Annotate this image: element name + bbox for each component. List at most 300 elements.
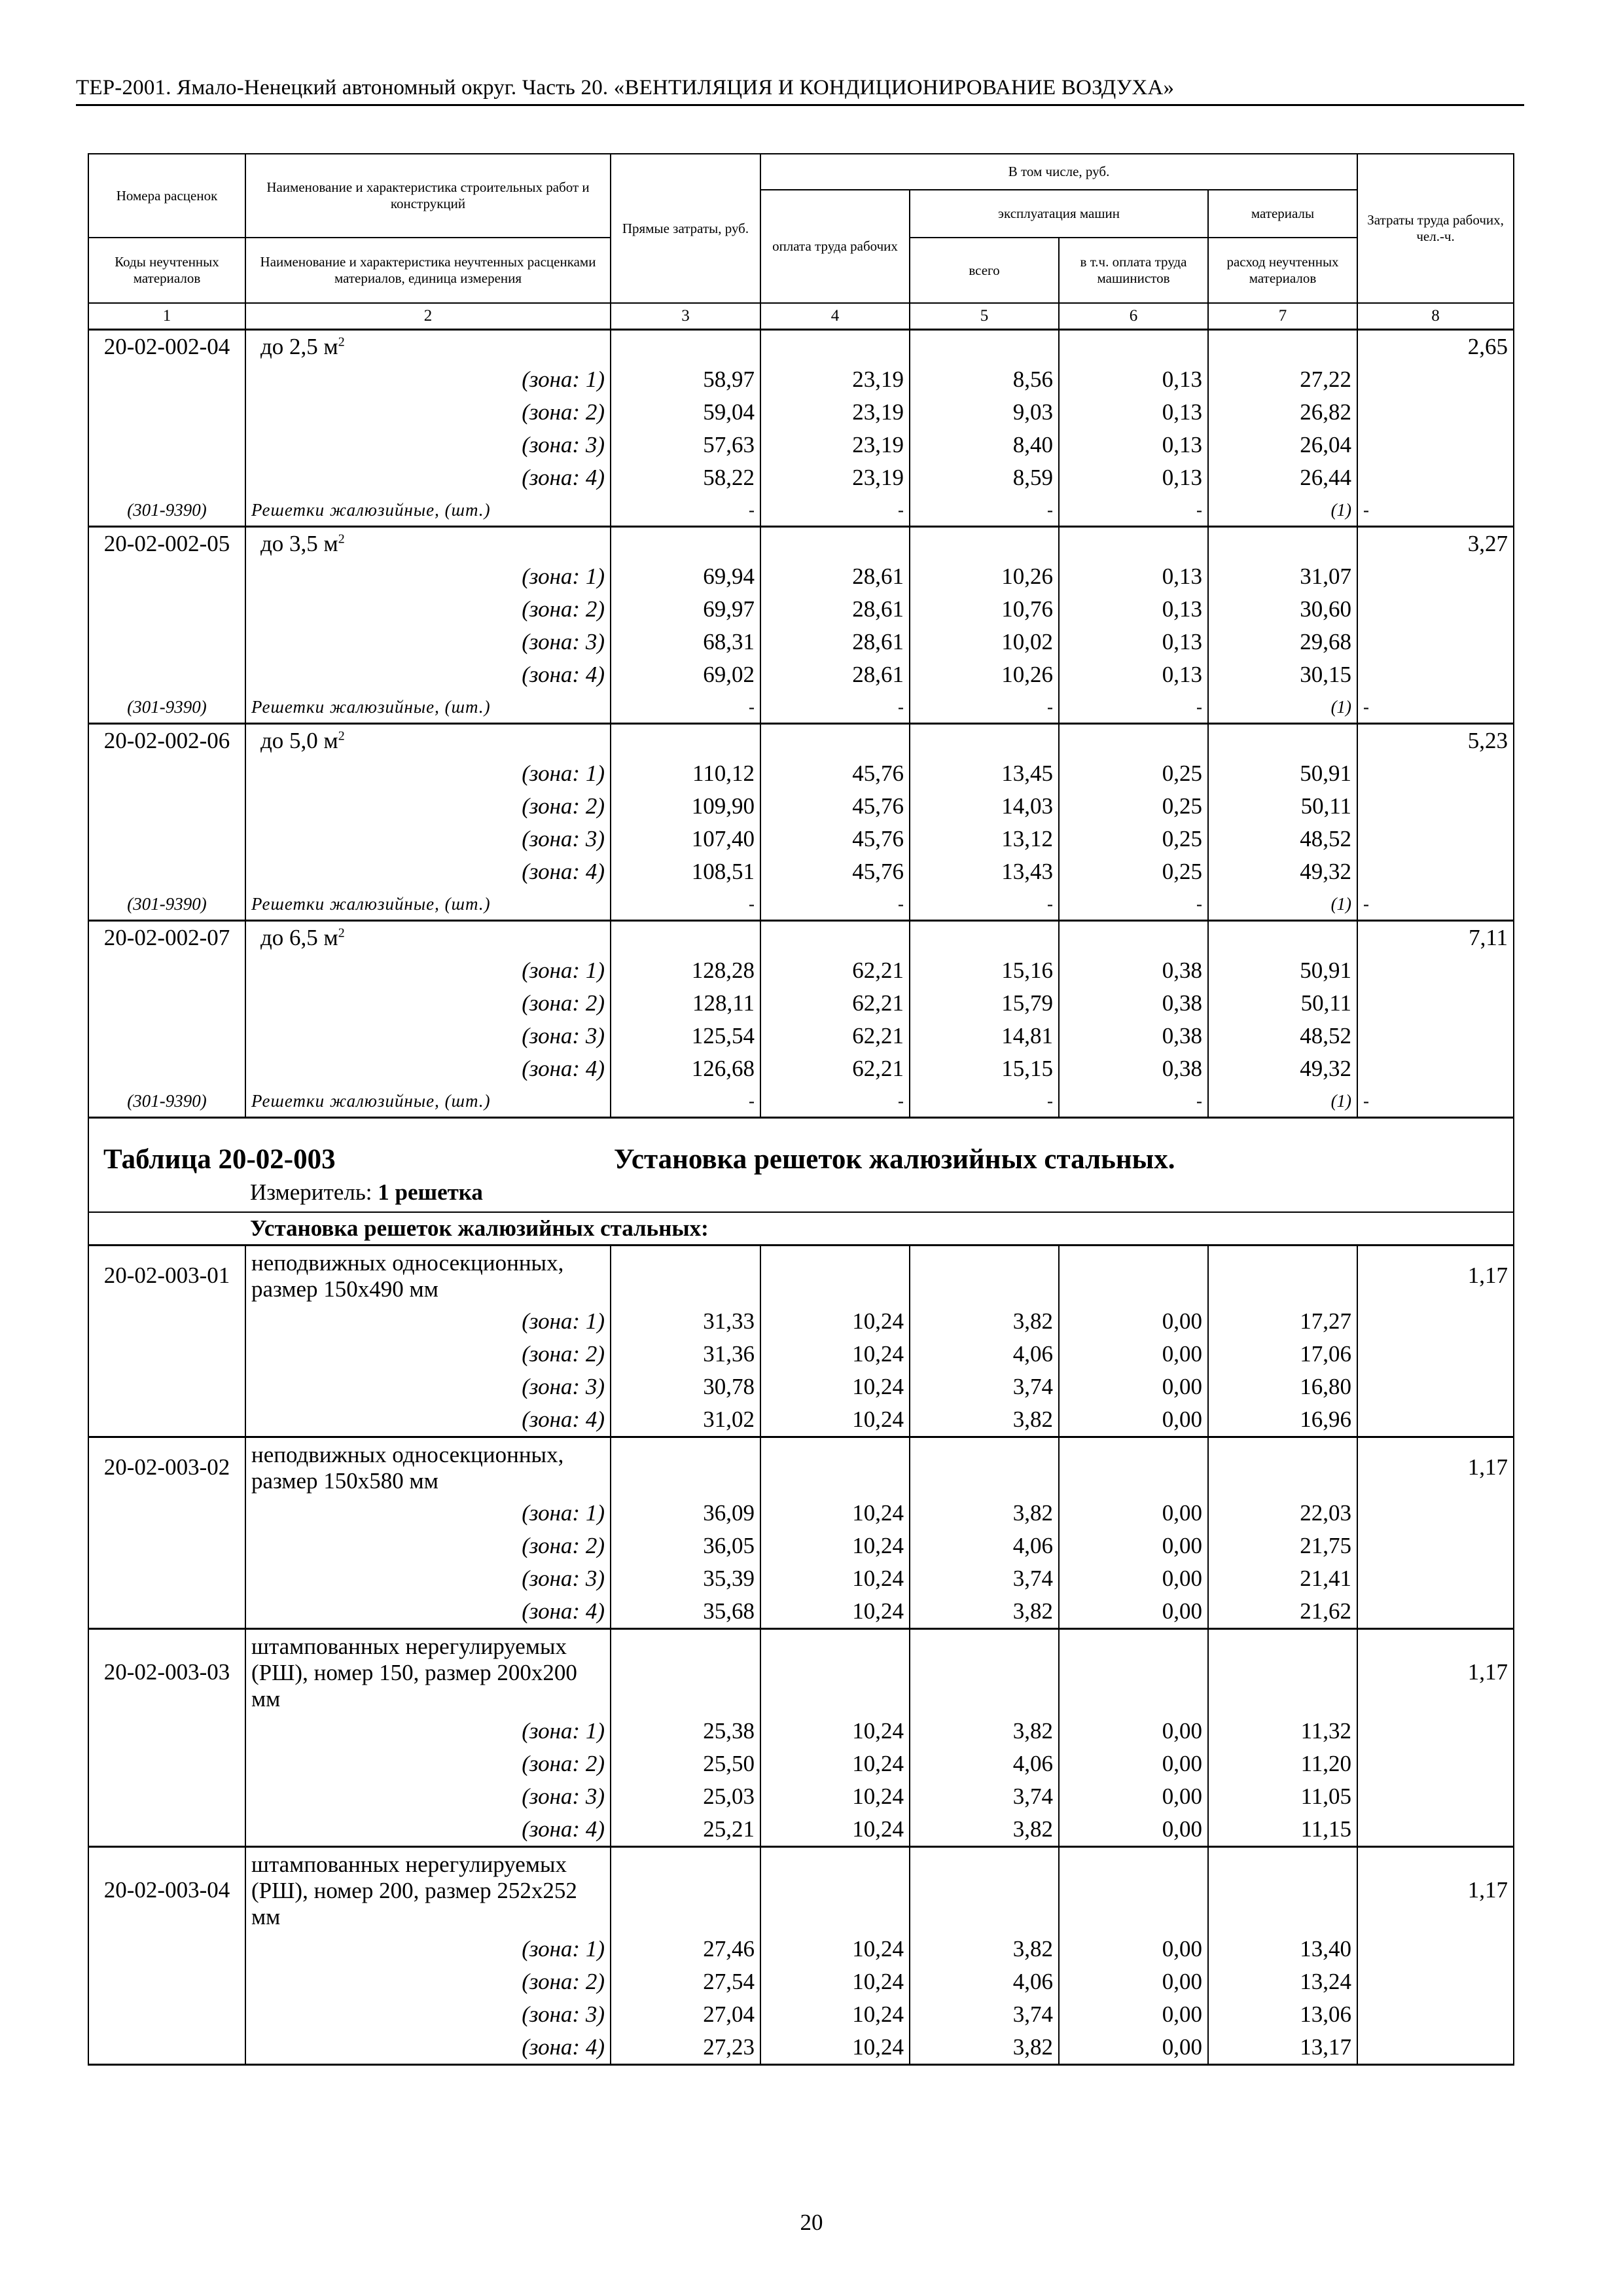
zone-row: [88, 1338, 1514, 1371]
direct-cost: 25,03: [611, 1780, 760, 1813]
labor-cell: [1357, 1998, 1514, 2031]
material-dash: -: [611, 888, 760, 921]
direct-cost: 27,46: [611, 1933, 760, 1965]
machinist-pay: 0,13: [1059, 396, 1208, 429]
direct-cost: 31,36: [611, 1338, 760, 1371]
direct-cost: 36,05: [611, 1530, 760, 1562]
material-qty: (1): [1208, 691, 1357, 724]
machine-total: 10,02: [910, 626, 1059, 658]
labor-cell: [1357, 757, 1514, 790]
column-number-row: [88, 303, 1514, 330]
superscript: 2: [338, 334, 345, 350]
machinist-pay: 0,25: [1059, 757, 1208, 790]
zone-row: [88, 1371, 1514, 1403]
labor-pay: 62,21: [760, 1052, 910, 1085]
material-dash: -: [760, 1085, 910, 1118]
labor-cell: [1357, 1305, 1514, 1338]
labor-pay: 45,76: [760, 823, 910, 855]
material-row: [88, 691, 1514, 724]
empty-cell: [910, 1246, 1059, 1306]
direct-cost: 69,97: [611, 593, 760, 626]
machinist-pay: 0,38: [1059, 954, 1208, 987]
direct-cost: 30,78: [611, 1371, 760, 1403]
materials-cost: 26,44: [1208, 461, 1357, 494]
rate-title-text: до 2,5 м: [260, 334, 338, 359]
rate-title: [245, 724, 611, 758]
materials-cost: 21,41: [1208, 1562, 1357, 1595]
code-cell: [88, 396, 245, 429]
material-dash: -: [1059, 1085, 1208, 1118]
zone-label: (зона: 4): [245, 1052, 611, 1085]
machine-total: 13,43: [910, 855, 1059, 888]
col5-label: всего: [910, 238, 1059, 303]
direct-cost: 107,40: [611, 823, 760, 855]
empty-cell: [1059, 921, 1208, 955]
col4-label: оплата труда рабочих: [760, 190, 910, 303]
zone-row: [88, 396, 1514, 429]
labor-pay: 10,24: [760, 1813, 910, 1847]
zone-row: [88, 461, 1514, 494]
machine-total: 3,82: [910, 1497, 1059, 1530]
zone-row: [88, 626, 1514, 658]
zone-label: (зона: 2): [245, 1338, 611, 1371]
empty-cell: [910, 527, 1059, 561]
rate-title: [245, 330, 611, 364]
zone-label: (зона: 4): [245, 855, 611, 888]
empty-cell: [760, 1246, 910, 1306]
labor-pay: 28,61: [760, 658, 910, 691]
rate-code: 20-02-003-02: [88, 1437, 245, 1498]
zone-row: [88, 1052, 1514, 1085]
page-number: 20: [800, 2210, 823, 2235]
direct-cost: 27,54: [611, 1965, 760, 1998]
machinist-pay: 0,00: [1059, 1530, 1208, 1562]
empty-cell: [1208, 527, 1357, 561]
material-dash: -: [611, 494, 760, 527]
machine-total: 13,12: [910, 823, 1059, 855]
zone-label: (зона: 2): [245, 790, 611, 823]
machinist-pay: 0,13: [1059, 593, 1208, 626]
column-number: 3: [611, 303, 760, 330]
machine-total: 10,26: [910, 658, 1059, 691]
code-cell: [88, 1020, 245, 1052]
material-name: Решетки жалюзийные, (шт.): [245, 888, 611, 921]
labor-pay: 28,61: [760, 593, 910, 626]
rate-title-row: [88, 1847, 1514, 1933]
machinist-pay: 0,00: [1059, 1562, 1208, 1595]
code-cell: [88, 987, 245, 1020]
labor-pay: 23,19: [760, 429, 910, 461]
labor-cell: [1357, 396, 1514, 429]
empty-cell: [1208, 1847, 1357, 1933]
zone-row: [88, 1813, 1514, 1847]
code-cell: [88, 1813, 245, 1847]
labor-cell: [1357, 1530, 1514, 1562]
machine-total: 4,06: [910, 1965, 1059, 1998]
code-cell: [88, 2031, 245, 2065]
labor-cost: 5,23: [1357, 724, 1514, 758]
materials-cost: 13,40: [1208, 1933, 1357, 1965]
rate-title-text: до 6,5 м: [260, 925, 338, 950]
materials-cost: 31,07: [1208, 560, 1357, 593]
zone-row: [88, 1998, 1514, 2031]
materials-cost: 26,04: [1208, 429, 1357, 461]
machine-total: 10,26: [910, 560, 1059, 593]
code-cell: [88, 1562, 245, 1595]
machine-total: 10,76: [910, 593, 1059, 626]
zone-label: (зона: 1): [245, 1933, 611, 1965]
labor-cell: [1357, 363, 1514, 396]
material-qty: (1): [1208, 494, 1357, 527]
code-cell: [88, 1497, 245, 1530]
labor-cost: 7,11: [1357, 921, 1514, 955]
empty-cell: [1208, 1246, 1357, 1306]
zone-label: (зона: 3): [245, 429, 611, 461]
zone-row: [88, 429, 1514, 461]
material-row: [88, 888, 1514, 921]
code-cell: [88, 658, 245, 691]
machine-total: 4,06: [910, 1338, 1059, 1371]
zone-label: (зона: 1): [245, 757, 611, 790]
machinist-pay: 0,25: [1059, 855, 1208, 888]
rate-title-text: неподвижных односекционных, размер 150х490 мм: [251, 1250, 564, 1302]
material-dash: -: [760, 494, 910, 527]
zone-row: [88, 1595, 1514, 1629]
zone-row: [88, 757, 1514, 790]
material-dash: -: [1357, 494, 1514, 527]
labor-cell: [1357, 987, 1514, 1020]
empty-cell: [611, 527, 760, 561]
rate-title: [245, 1847, 611, 1933]
table-title: Установка решеток жалюзийных стальных.: [614, 1144, 1175, 1175]
col3-label: Прямые затраты, руб.: [611, 154, 760, 303]
machinist-pay: 0,13: [1059, 429, 1208, 461]
rate-title-text: штампованных нерегулируемых (РШ), номер 150, размер 200х200 мм: [251, 1634, 577, 1712]
col7-label: расход неучтенных материалов: [1208, 238, 1357, 303]
labor-pay: 45,76: [760, 790, 910, 823]
empty-cell: [760, 921, 910, 955]
zone-row: [88, 1748, 1514, 1780]
materials-cost: 11,32: [1208, 1715, 1357, 1748]
labor-pay: 10,24: [760, 1595, 910, 1629]
code-cell: [88, 1998, 245, 2031]
material-dash: -: [1059, 888, 1208, 921]
empty-cell: [1208, 330, 1357, 364]
labor-cell: [1357, 1403, 1514, 1437]
machine-total: 3,74: [910, 1780, 1059, 1813]
zone-label: (зона: 3): [245, 1562, 611, 1595]
zone-row: [88, 823, 1514, 855]
labor-pay: 10,24: [760, 1562, 910, 1595]
labor-pay: 10,24: [760, 1998, 910, 2031]
material-code: (301-9390): [88, 494, 245, 527]
rate-code: 20-02-002-05: [88, 527, 245, 561]
material-dash: -: [910, 494, 1059, 527]
material-name: Решетки жалюзийные, (шт.): [245, 494, 611, 527]
code-cell: [88, 757, 245, 790]
direct-cost: 69,94: [611, 560, 760, 593]
machines-label: эксплуатация машин: [910, 190, 1208, 238]
empty-cell: [760, 527, 910, 561]
empty-cell: [611, 1847, 760, 1933]
material-dash: -: [910, 691, 1059, 724]
column-number: 1: [88, 303, 245, 330]
labor-cost: 1,17: [1357, 1437, 1514, 1498]
rate-title: [245, 1629, 611, 1715]
labor-cell: [1357, 429, 1514, 461]
machine-total: 3,82: [910, 1305, 1059, 1338]
labor-cost: 3,27: [1357, 527, 1514, 561]
code-cell: [88, 363, 245, 396]
labor-pay: 45,76: [760, 855, 910, 888]
empty-cell: [611, 724, 760, 758]
zone-row: [88, 1497, 1514, 1530]
direct-cost: 57,63: [611, 429, 760, 461]
labor-pay: 62,21: [760, 1020, 910, 1052]
column-number: 6: [1059, 303, 1208, 330]
column-number: 8: [1357, 303, 1514, 330]
zone-label: (зона: 4): [245, 1595, 611, 1629]
labor-cell: [1357, 1020, 1514, 1052]
zone-row: [88, 1933, 1514, 1965]
material-dash: -: [1357, 1085, 1514, 1118]
labor-cell: [1357, 658, 1514, 691]
rate-title-row: [88, 330, 1514, 364]
zone-label: (зона: 1): [245, 560, 611, 593]
labor-cell: [1357, 823, 1514, 855]
materials-cost: 26,82: [1208, 396, 1357, 429]
zone-label: (зона: 2): [245, 1748, 611, 1780]
materials-cost: 13,24: [1208, 1965, 1357, 1998]
labor-cost: 1,17: [1357, 1629, 1514, 1715]
rate-code: 20-02-003-04: [88, 1847, 245, 1933]
zone-label: (зона: 3): [245, 1998, 611, 2031]
labor-pay: 10,24: [760, 1933, 910, 1965]
code-cell: [88, 954, 245, 987]
meter-value: 1 решетка: [378, 1179, 483, 1205]
labor-cost: 2,65: [1357, 330, 1514, 364]
zone-label: (зона: 2): [245, 1530, 611, 1562]
machine-total: 3,74: [910, 1371, 1059, 1403]
superscript: 2: [338, 728, 345, 744]
rate-code: 20-02-002-04: [88, 330, 245, 364]
machine-total: 13,45: [910, 757, 1059, 790]
materials-cost: 48,52: [1208, 1020, 1357, 1052]
empty-cell: [760, 1629, 910, 1715]
empty-cell: [1059, 1629, 1208, 1715]
labor-cell: [1357, 560, 1514, 593]
zone-label: (зона: 1): [245, 954, 611, 987]
machine-total: 15,16: [910, 954, 1059, 987]
zone-label: (зона: 4): [245, 461, 611, 494]
labor-pay: 45,76: [760, 757, 910, 790]
rate-title-row: [88, 921, 1514, 955]
direct-cost: 25,50: [611, 1748, 760, 1780]
materials-cost: 16,96: [1208, 1403, 1357, 1437]
code-cell: [88, 1305, 245, 1338]
empty-cell: [1059, 1246, 1208, 1306]
direct-cost: 35,39: [611, 1562, 760, 1595]
labor-pay: 23,19: [760, 461, 910, 494]
zone-label: (зона: 1): [245, 1305, 611, 1338]
labor-pay: 62,21: [760, 987, 910, 1020]
direct-cost: 109,90: [611, 790, 760, 823]
labor-cost: 1,17: [1357, 1246, 1514, 1306]
direct-cost: 27,04: [611, 1998, 760, 2031]
labor-pay: 28,61: [760, 560, 910, 593]
materials-cost: 17,06: [1208, 1338, 1357, 1371]
material-dash: -: [910, 1085, 1059, 1118]
rate-title: [245, 1437, 611, 1498]
zone-row: [88, 1020, 1514, 1052]
zone-label: (зона: 3): [245, 1780, 611, 1813]
material-dash: -: [1357, 691, 1514, 724]
zone-label: (зона: 1): [245, 1497, 611, 1530]
zone-row: [88, 1780, 1514, 1813]
materials-cost: 13,17: [1208, 2031, 1357, 2065]
materials-cost: 27,22: [1208, 363, 1357, 396]
empty-cell: [1059, 724, 1208, 758]
machine-total: 9,03: [910, 396, 1059, 429]
code-cell: [88, 1748, 245, 1780]
table-20-02-003-heading: [88, 1118, 1514, 1246]
machine-total: 8,40: [910, 429, 1059, 461]
col8-label: Затраты труда рабочих, чел.-ч.: [1357, 154, 1514, 303]
materials-cost: 50,91: [1208, 757, 1357, 790]
code-cell: [88, 1933, 245, 1965]
rate-title-row: [88, 724, 1514, 758]
empty-cell: [611, 921, 760, 955]
labor-pay: 10,24: [760, 1305, 910, 1338]
material-dash: -: [1357, 888, 1514, 921]
zone-label: (зона: 3): [245, 1020, 611, 1052]
code-cell: [88, 790, 245, 823]
code-cell: [88, 1595, 245, 1629]
table-number: Таблица 20-02-003: [103, 1144, 336, 1175]
rate-title-row: [88, 527, 1514, 561]
code-cell: [88, 593, 245, 626]
labor-cell: [1357, 954, 1514, 987]
empty-cell: [1208, 1629, 1357, 1715]
material-code: (301-9390): [88, 691, 245, 724]
machinist-pay: 0,38: [1059, 1052, 1208, 1085]
materials-cost: 22,03: [1208, 1497, 1357, 1530]
rate-code: 20-02-002-06: [88, 724, 245, 758]
labor-cell: [1357, 1371, 1514, 1403]
materials-cost: 17,27: [1208, 1305, 1357, 1338]
machinist-pay: 0,00: [1059, 1998, 1208, 2031]
rate-code: 20-02-002-07: [88, 921, 245, 955]
machine-total: 3,82: [910, 1715, 1059, 1748]
materials-cost: 48,52: [1208, 823, 1357, 855]
col2-top-label: Наименование и характеристика строительных работ и конструкций: [245, 154, 611, 238]
machinist-pay: 0,38: [1059, 987, 1208, 1020]
code-cell: [88, 1403, 245, 1437]
machinist-pay: 0,00: [1059, 1715, 1208, 1748]
column-number: 5: [910, 303, 1059, 330]
machinist-pay: 0,38: [1059, 1020, 1208, 1052]
direct-cost: 27,23: [611, 2031, 760, 2065]
labor-cell: [1357, 1965, 1514, 1998]
col1-bottom-label: Коды неучтенных материалов: [88, 238, 245, 303]
labor-cost: 1,17: [1357, 1847, 1514, 1933]
code-cell: [88, 1780, 245, 1813]
machinist-pay: 0,00: [1059, 1595, 1208, 1629]
rate-table: [88, 153, 1513, 2066]
labor-cell: [1357, 1497, 1514, 1530]
machine-total: 3,82: [910, 1595, 1059, 1629]
materials-label: материалы: [1208, 190, 1357, 238]
machine-total: 3,82: [910, 2031, 1059, 2065]
empty-cell: [910, 1437, 1059, 1498]
direct-cost: 31,33: [611, 1305, 760, 1338]
zone-label: (зона: 2): [245, 987, 611, 1020]
code-cell: [88, 823, 245, 855]
machine-total: 14,81: [910, 1020, 1059, 1052]
machinist-pay: 0,13: [1059, 461, 1208, 494]
labor-pay: 10,24: [760, 2031, 910, 2065]
material-qty: (1): [1208, 1085, 1357, 1118]
material-code: (301-9390): [88, 1085, 245, 1118]
zone-row: [88, 855, 1514, 888]
machine-total: 4,06: [910, 1530, 1059, 1562]
col6-label: в т.ч. оплата труда машинистов: [1059, 238, 1208, 303]
rate-title-text: до 3,5 м: [260, 531, 338, 556]
empty-cell: [1059, 1437, 1208, 1498]
material-dash: -: [1059, 494, 1208, 527]
zone-label: (зона: 4): [245, 1403, 611, 1437]
material-dash: -: [611, 1085, 760, 1118]
empty-cell: [1208, 921, 1357, 955]
superscript: 2: [338, 925, 345, 941]
labor-pay: 10,24: [760, 1338, 910, 1371]
zone-label: (зона: 3): [245, 1371, 611, 1403]
empty-cell: [910, 1629, 1059, 1715]
rate-title-row: [88, 1246, 1514, 1306]
labor-pay: 23,19: [760, 396, 910, 429]
empty-cell: [760, 1847, 910, 1933]
machinist-pay: 0,13: [1059, 626, 1208, 658]
zone-label: (зона: 4): [245, 658, 611, 691]
zone-row: [88, 954, 1514, 987]
labor-pay: 10,24: [760, 1780, 910, 1813]
direct-cost: 69,02: [611, 658, 760, 691]
labor-pay: 10,24: [760, 1530, 910, 1562]
material-row: [88, 1085, 1514, 1118]
machinist-pay: 0,00: [1059, 1338, 1208, 1371]
machinist-pay: 0,00: [1059, 1305, 1208, 1338]
section-heading: Установка решеток жалюзийных стальных:: [88, 1212, 1514, 1246]
materials-cost: 21,75: [1208, 1530, 1357, 1562]
labor-pay: 10,24: [760, 1965, 910, 1998]
table-body-20-02-002: [88, 330, 1514, 1118]
materials-cost: 50,11: [1208, 790, 1357, 823]
code-cell: [88, 429, 245, 461]
direct-cost: 58,97: [611, 363, 760, 396]
zone-label: (зона: 1): [245, 363, 611, 396]
col1-top-label: Номера расценок: [88, 154, 245, 238]
code-cell: [88, 1530, 245, 1562]
direct-cost: 35,68: [611, 1595, 760, 1629]
machinist-pay: 0,00: [1059, 1497, 1208, 1530]
zone-label: (зона: 3): [245, 823, 611, 855]
zone-label: (зона: 3): [245, 626, 611, 658]
direct-cost: 68,31: [611, 626, 760, 658]
zone-label: (зона: 1): [245, 1715, 611, 1748]
table-body-20-02-003: [88, 1246, 1514, 2065]
empty-cell: [1208, 1437, 1357, 1498]
rate-title: [245, 1246, 611, 1306]
